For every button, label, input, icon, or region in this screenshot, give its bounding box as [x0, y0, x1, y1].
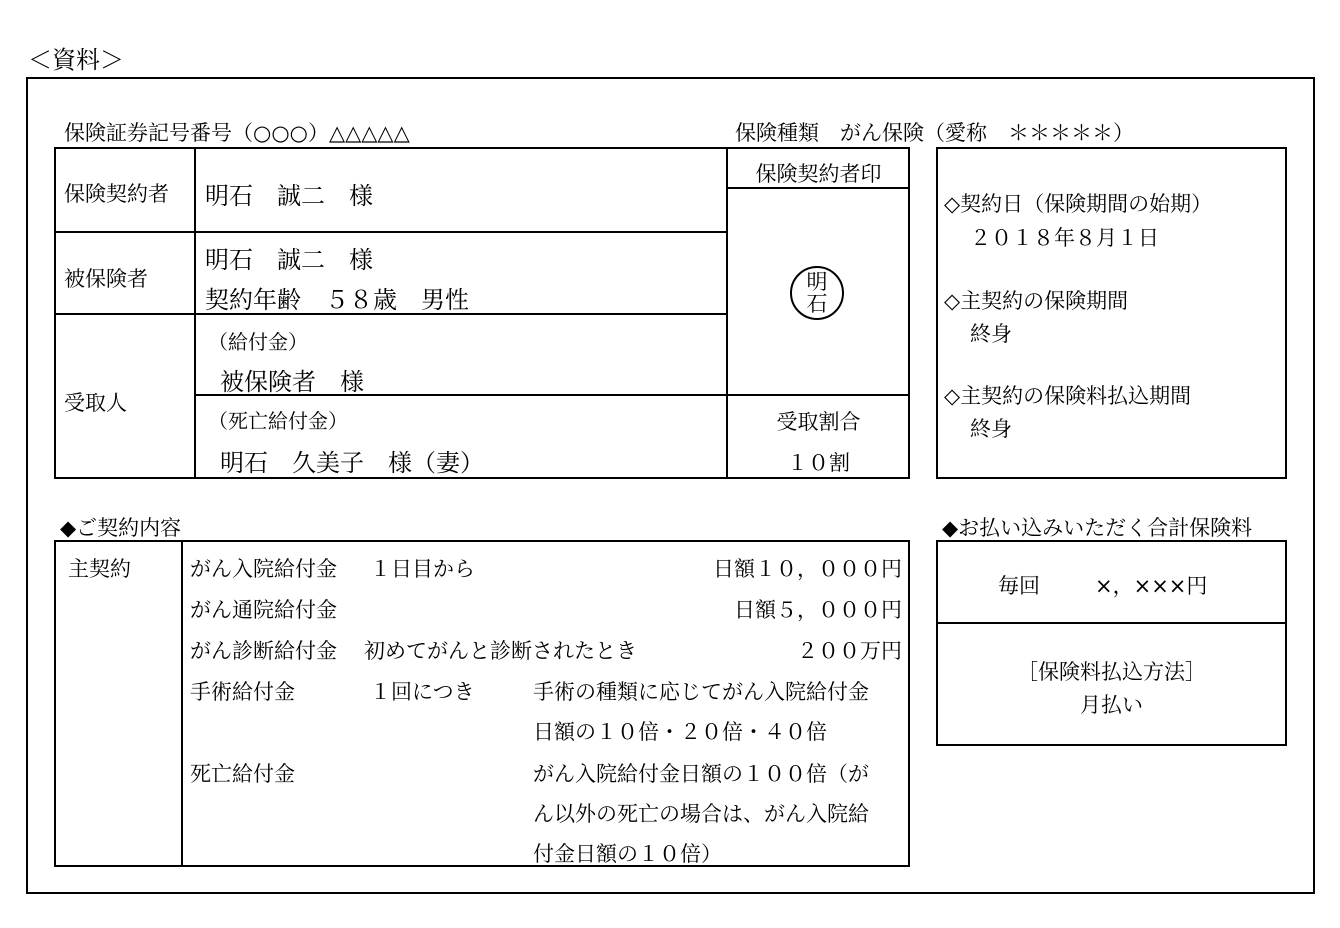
- seal-char-1: 明: [806, 270, 828, 294]
- table-row: がん診断給付金: [190, 639, 337, 663]
- death-benefit-recipient: 明石 久美子 様（妻）: [220, 449, 484, 477]
- table-row: がん通院給付金: [190, 598, 337, 622]
- policyholder-label: 保険契約者: [64, 182, 169, 206]
- row-detail: 日額の１０倍・２０倍・４０倍: [533, 720, 827, 744]
- seal-header: 保険契約者印: [755, 162, 882, 186]
- insured-detail: 契約年齢 ５８歳 男性: [205, 286, 469, 314]
- payment-method-value: 月払い: [1080, 693, 1143, 717]
- document-heading: ＜資料＞: [28, 46, 124, 74]
- table-row: 手術給付金: [190, 680, 295, 704]
- period-label: ◇主契約の保険期間: [944, 289, 1129, 313]
- row-detail: ん以外の死亡の場合は、がん入院給: [533, 802, 869, 826]
- period-value: 終身: [970, 322, 1012, 346]
- insured-label: 被保険者: [64, 267, 148, 291]
- row-detail: 手術の種類に応じてがん入院給付金: [533, 680, 869, 704]
- payment-period-label: ◇主契約の保険料払込期間: [944, 384, 1192, 408]
- policyholder-seal: [790, 266, 844, 320]
- per-payment-label: 毎回: [998, 574, 1040, 598]
- contract-section-title: ◆ご契約内容: [60, 516, 182, 540]
- policyholder-name: 明石 誠二 様: [205, 182, 373, 210]
- payment-period-value: 終身: [970, 417, 1012, 441]
- per-payment-amount: ×，×××円: [1095, 574, 1208, 598]
- row-condition: １日目から: [370, 557, 475, 581]
- row-amount: 日額５，０００円: [734, 598, 902, 622]
- row-amount: ２００万円: [797, 639, 902, 663]
- row-detail: がん入院給付金日額の１００倍（が: [533, 762, 869, 786]
- contract-date-value: ２０１８年８月１日: [970, 226, 1159, 250]
- policy-type: 保険種類 がん保険（愛称 ＊＊＊＊＊）: [735, 121, 1134, 145]
- premium-section-title: ◆お払い込みいただく合計保険料: [942, 516, 1253, 540]
- main-contract-label: 主契約: [68, 557, 131, 581]
- payment-method-label: ［保険料払込方法］: [1017, 660, 1206, 684]
- row-condition: １回につき: [370, 680, 475, 704]
- table-row: がん入院給付金: [190, 557, 337, 581]
- table-row: 死亡給付金: [190, 762, 295, 786]
- row-detail: 付金日額の１０倍）: [533, 842, 722, 866]
- contract-date-label: ◇契約日（保険期間の始期）: [944, 192, 1213, 216]
- beneficiary-label: 受取人: [64, 391, 127, 415]
- benefit-label: （給付金）: [208, 330, 308, 354]
- benefit-recipient: 被保険者 様: [220, 368, 364, 396]
- insured-name: 明石 誠二 様: [205, 246, 373, 274]
- policy-number: 保険証券記号番号（○○○）△△△△△: [64, 121, 410, 145]
- row-amount: 日額１０，０００円: [713, 557, 902, 581]
- share-label: 受取割合: [776, 410, 861, 434]
- share-value: １０割: [787, 451, 850, 475]
- seal-char-2: 石: [806, 292, 828, 316]
- row-condition: 初めてがんと診断されたとき: [364, 639, 637, 663]
- death-benefit-label: （死亡給付金）: [208, 409, 348, 433]
